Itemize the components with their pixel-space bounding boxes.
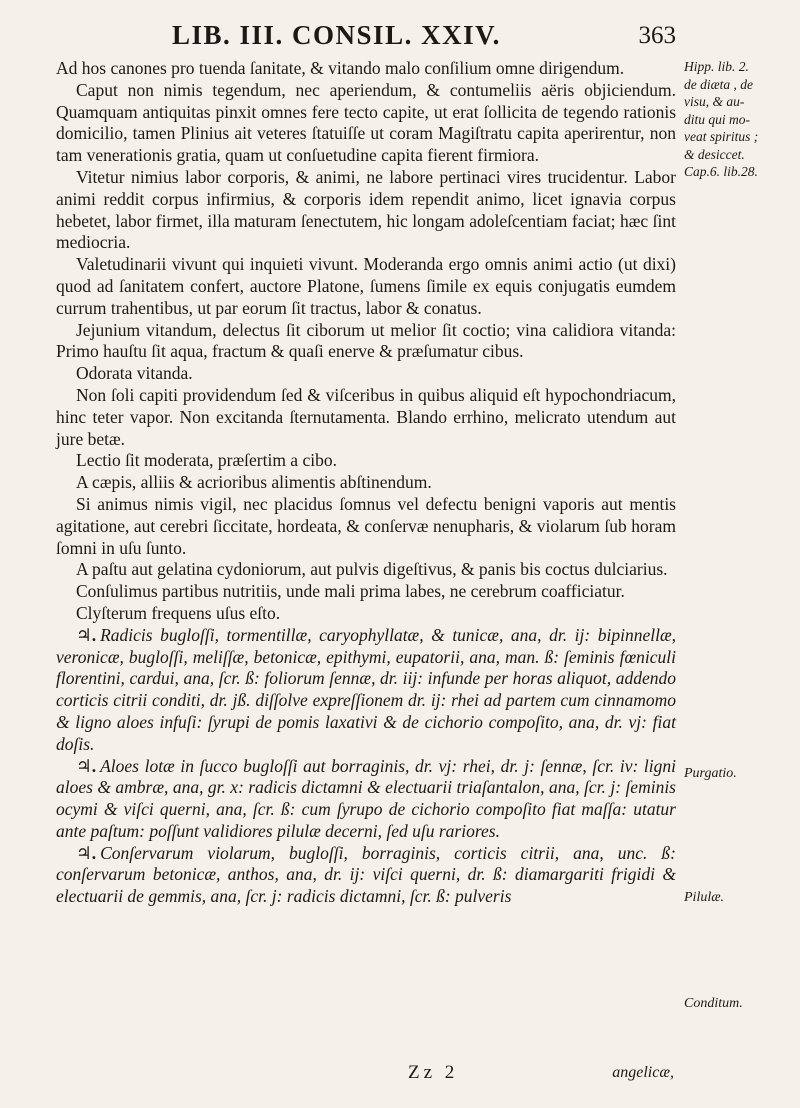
- margin-note-line: Hipp. lib. 2.: [684, 59, 749, 74]
- margin-note-line: Cap.6. lib.28.: [684, 164, 758, 179]
- margin-note-line: veat spiritus ;: [684, 129, 759, 144]
- running-title: LIB. III. CONSIL. XXIV.: [172, 20, 501, 50]
- recipe-symbol: ♃.: [76, 755, 97, 776]
- margin-note-line: visu, & au-: [684, 94, 745, 109]
- paragraph: Vitetur nimius labor corporis, & animi, ne labore pertinaci vires trucidentur. Labor animi reddit corpus infirmius, & corporis idem rependit animo, licet ignavia corpus hebetet, labor firmet, illa maturam ſenectutem, hic longam adoleſcentiam faciat; hæc ſint mediocria.: [56, 166, 676, 253]
- margin-note-line: de diæta , de: [684, 76, 753, 92]
- margin-label-pilulae: Pilulæ.: [684, 890, 725, 905]
- recipe-purgatio: [56, 625, 676, 756]
- paragraph: A paſtu aut gelatina cydoniorum, aut pulvis digeſtivus, & panis bis coctus dulciarius.: [76, 559, 668, 580]
- recipe-symbol: ♃.: [76, 624, 97, 645]
- paragraph: Caput non nimis tegendum, nec aperiendum, & contumeliis aëris objiciendum. Quamquam antiquitas pinxit omnes fere tecto capite, ut erat ſollicita de tegendo rationis domicilio, tamen Plinius ait veteres ſtatuiſſe ut coram Magiſtratu capita aperirentur, non tam venerationis gratia, quam ut conſuetudine capita fierent firmiora.: [56, 79, 676, 166]
- margin-note-line: ditu qui mo-: [684, 111, 750, 127]
- paragraph: Ad hos canones pro tuenda ſanitate, & vitando malo conſilium omne dirigendum.: [56, 58, 625, 78]
- catchword: angelicæ,: [612, 1064, 674, 1081]
- paragraph: A cæpis, alliis & acrioribus alimentis abſtinendum.: [76, 472, 432, 493]
- margin-label-conditum: Conditum.: [684, 996, 743, 1011]
- signature-mark: Zz 2: [408, 1062, 459, 1083]
- paragraph: Valetudinarii vivunt qui inquieti vivunt. Moderanda ergo omnis animi actio (ut dixi) quod ad ſanitatem confert, auctore Platone, ſumens ſimile ex equis conjugatis eumdem currum trahentibus, ut par eorum ſit tractus, labor & conatus.: [56, 254, 676, 318]
- page-number: 363: [638, 22, 676, 49]
- recipe-conditum: [56, 843, 676, 908]
- recipe-text: Radicis bugloſſi, tormentillæ, caryophyllatæ, & tunicæ, ana, dr. ij: bipinnellæ, veronicæ, bugloſſi, meliſſæ, betonicæ, epithymi, eupatorii, ana, man. ß: ſeminis fœniculi florentini, cardui, ana, ſcr. ß: foliorum ſennæ, dr. iij: infunde per horas aliquot, addendo corticis citrii conditi, dr. jß. diſſolve expreſſionem dr. ij: rhei ad partem cum cinnamomo & ligno aloes infuſi: ſyrupi de pomis laxativi & de cichorio compoſito, ana, dr. vj: fiat doſis.: [56, 624, 676, 754]
- paragraph: Non ſoli capiti providendum ſed & viſceribus in quibus aliquid eſt hypochondriacum, hinc teter vapor. Non excitanda ſternutamenta. Blando errhino, melicrato utendum aut jure betæ.: [56, 384, 676, 449]
- paragraph: Lectio ſit moderata, præſertim a cibo.: [76, 450, 337, 471]
- margin-note-reference: [684, 58, 794, 181]
- paragraph: Conſulimus partibus nutritiis, unde mali prima labes, ne cerebrum coafficiatur.: [76, 581, 625, 602]
- margin-label-purgatio: Purgatio.: [684, 766, 737, 781]
- recipe-text: Conſervarum violarum, bugloſſi, borraginis, corticis citrii, ana, unc. ß: conſervarum betonicæ, anthos, ana, dr. ij: viſci querni, dr. ß: diamargariti frigidi & electuarii de gemmis, ana, ſcr. j: radicis dictamni, ſcr. ß: pulveris: [56, 842, 676, 907]
- recipe-text: Aloes lotæ in ſucco bugloſſi aut borraginis, dr. vj: rhei, dr. j: ſennæ, ſcr. iv: ligni aloes & ambræ, ana, gr. x: radicis dictamni & electuarii triaſantalon, ana, ſcr. j: ſeminis ocymi & viſci querni, ana, ſcr. ß: cum ſyrupo de cichorio compoſito fiat maſſa: utatur ante paſtum: poſſunt validiores pilulæ decerni, ſed uſu rariores.: [56, 755, 676, 841]
- running-header: [56, 18, 676, 52]
- recipe-symbol: ♃.: [76, 842, 97, 863]
- margin-note-line: & desiccet.: [684, 146, 745, 162]
- paragraph: Clyſterum frequens uſus eſto.: [76, 602, 281, 623]
- recipe-pilulae: [56, 756, 676, 843]
- body-text: [56, 58, 676, 908]
- paragraph: Odorata vitanda.: [76, 363, 193, 384]
- paragraph: Si animus nimis vigil, nec placidus ſomnus vel defectu benigni vaporis aut mentis agitatione, aut cerebri ſiccitate, hordeata, & conſervæ nenupharis, & violarum ſub horam ſomni in uſu ſunto.: [56, 493, 676, 558]
- paragraph: Jejunium vitandum, delectus ſit ciborum ut melior ſit coctio; vina calidiora vitanda: Primo hauſtu ſit aqua, fractum & quaſi enerve & præſumatur cibus.: [56, 319, 676, 362]
